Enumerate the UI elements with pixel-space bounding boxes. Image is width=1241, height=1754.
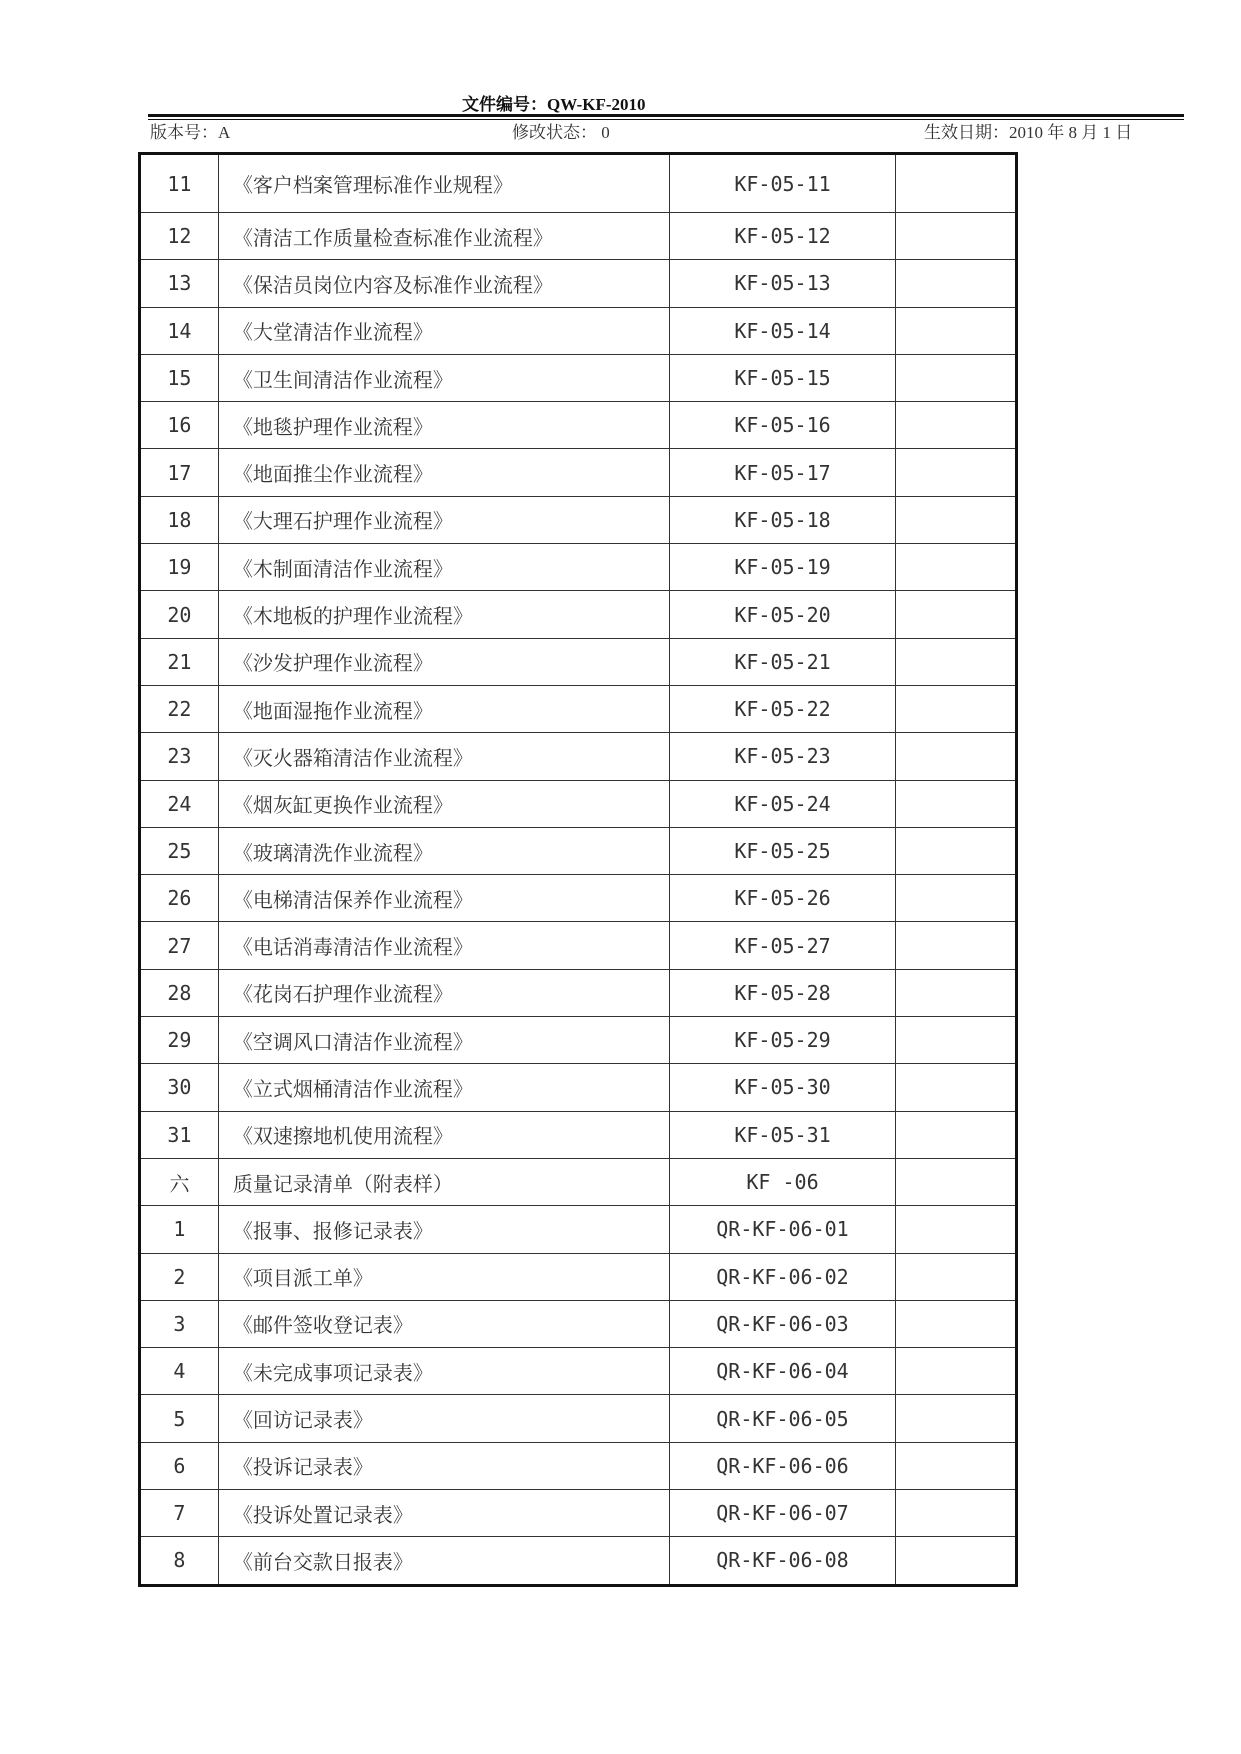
row-number: 19: [140, 544, 219, 591]
row-code: KF-05-12: [670, 213, 895, 260]
table-row: [140, 1111, 1017, 1158]
row-title: 质量记录清单（附表样）: [218, 1158, 670, 1205]
table-row: [140, 638, 1017, 685]
row-code: KF-05-23: [670, 733, 895, 780]
table-row: [140, 685, 1017, 732]
row-note: [895, 1442, 1017, 1489]
row-number: 16: [140, 402, 219, 449]
row-title: 《木制面清洁作业流程》: [218, 544, 670, 591]
row-title: 《电梯清洁保养作业流程》: [218, 875, 670, 922]
row-note: [895, 827, 1017, 874]
row-note: [895, 1253, 1017, 1300]
table-row: [140, 780, 1017, 827]
row-number: 26: [140, 875, 219, 922]
row-note: [895, 685, 1017, 732]
row-code: QR-KF-06-06: [670, 1442, 895, 1489]
row-number: 6: [140, 1442, 219, 1489]
table-row: [140, 213, 1017, 260]
document-number: 文件编号：QW-KF-2010: [462, 95, 646, 114]
effective-date: 生效日期：2010 年 8 月 1 日: [924, 123, 1133, 142]
row-code: KF-05-26: [670, 875, 895, 922]
table-row: [140, 260, 1017, 307]
row-note: [895, 969, 1017, 1016]
row-note: [895, 213, 1017, 260]
row-number: 23: [140, 733, 219, 780]
row-title: 《花岗石护理作业流程》: [218, 969, 670, 1016]
row-number: 18: [140, 496, 219, 543]
table-row: [140, 1300, 1017, 1347]
row-code: KF-05-11: [670, 154, 895, 213]
row-code: KF-05-29: [670, 1017, 895, 1064]
row-note: [895, 922, 1017, 969]
table-row: [140, 1537, 1017, 1585]
row-note: [895, 591, 1017, 638]
row-title: 《双速擦地机使用流程》: [218, 1111, 670, 1158]
row-code: KF-05-14: [670, 307, 895, 354]
row-title: 《投诉记录表》: [218, 1442, 670, 1489]
row-number: 14: [140, 307, 219, 354]
row-number: 2: [140, 1253, 219, 1300]
row-number: 29: [140, 1017, 219, 1064]
row-title: 《卫生间清洁作业流程》: [218, 354, 670, 401]
table-row: [140, 307, 1017, 354]
table-row: [140, 1017, 1017, 1064]
row-title: 《未完成事项记录表》: [218, 1348, 670, 1395]
row-code: KF-05-15: [670, 354, 895, 401]
table-row: [140, 733, 1017, 780]
row-code: KF-05-17: [670, 449, 895, 496]
row-code: KF-05-30: [670, 1064, 895, 1111]
row-note: [895, 402, 1017, 449]
row-title: 《报事、报修记录表》: [218, 1206, 670, 1253]
table-row: [140, 496, 1017, 543]
row-note: [895, 154, 1017, 213]
row-note: [895, 1537, 1017, 1585]
table-row: [140, 875, 1017, 922]
row-title: 《电话消毒清洁作业流程》: [218, 922, 670, 969]
row-code: KF -06: [670, 1158, 895, 1205]
row-number: 11: [140, 154, 219, 213]
row-note: [895, 875, 1017, 922]
row-note: [895, 780, 1017, 827]
document-list-table: [138, 152, 1018, 1587]
table-row: [140, 969, 1017, 1016]
row-note: [895, 496, 1017, 543]
row-title: 《玻璃清洗作业流程》: [218, 827, 670, 874]
version-label: 版本号：A: [150, 123, 231, 142]
row-number: 13: [140, 260, 219, 307]
row-title: 《空调风口清洁作业流程》: [218, 1017, 670, 1064]
row-note: [895, 1064, 1017, 1111]
row-code: KF-05-28: [670, 969, 895, 1016]
row-title: 《灭火器箱清洁作业流程》: [218, 733, 670, 780]
row-code: QR-KF-06-05: [670, 1395, 895, 1442]
row-code: KF-05-16: [670, 402, 895, 449]
row-code: KF-05-21: [670, 638, 895, 685]
row-title: 《沙发护理作业流程》: [218, 638, 670, 685]
header-rule: [148, 114, 1184, 117]
row-title: 《立式烟桶清洁作业流程》: [218, 1064, 670, 1111]
row-code: KF-05-18: [670, 496, 895, 543]
row-number: 3: [140, 1300, 219, 1347]
row-number: 24: [140, 780, 219, 827]
row-title: 《地面湿拖作业流程》: [218, 685, 670, 732]
table-row: [140, 449, 1017, 496]
table-row: [140, 827, 1017, 874]
table-row: [140, 1064, 1017, 1111]
row-note: [895, 260, 1017, 307]
row-title: 《前台交款日报表》: [218, 1537, 670, 1585]
row-code: KF-05-13: [670, 260, 895, 307]
row-number: 17: [140, 449, 219, 496]
row-title: 《地毯护理作业流程》: [218, 402, 670, 449]
row-title: 《大堂清洁作业流程》: [218, 307, 670, 354]
row-note: [895, 1017, 1017, 1064]
row-note: [895, 449, 1017, 496]
row-note: [895, 1348, 1017, 1395]
revision-status: 修改状态： 0: [512, 123, 610, 142]
row-code: QR-KF-06-04: [670, 1348, 895, 1395]
row-title: 《地面推尘作业流程》: [218, 449, 670, 496]
row-number: 20: [140, 591, 219, 638]
row-note: [895, 354, 1017, 401]
row-title: 《大理石护理作业流程》: [218, 496, 670, 543]
row-note: [895, 1395, 1017, 1442]
row-code: KF-05-22: [670, 685, 895, 732]
row-title: 《客户档案管理标准作业规程》: [218, 154, 670, 213]
table-row: [140, 1442, 1017, 1489]
row-note: [895, 638, 1017, 685]
row-code: QR-KF-06-07: [670, 1490, 895, 1537]
row-title: 《回访记录表》: [218, 1395, 670, 1442]
row-number: 8: [140, 1537, 219, 1585]
row-code: QR-KF-06-08: [670, 1537, 895, 1585]
row-note: [895, 733, 1017, 780]
row-number: 21: [140, 638, 219, 685]
table-row: [140, 1348, 1017, 1395]
row-number: 12: [140, 213, 219, 260]
row-title: 《投诉处置记录表》: [218, 1490, 670, 1537]
row-number: 22: [140, 685, 219, 732]
row-number: 15: [140, 354, 219, 401]
table-row: [140, 1253, 1017, 1300]
row-number: 1: [140, 1206, 219, 1253]
row-note: [895, 1206, 1017, 1253]
table-row: [140, 922, 1017, 969]
row-title: 《项目派工单》: [218, 1253, 670, 1300]
row-note: [895, 1158, 1017, 1205]
row-title: 《烟灰缸更换作业流程》: [218, 780, 670, 827]
table-row: [140, 1206, 1017, 1253]
row-note: [895, 1111, 1017, 1158]
row-note: [895, 544, 1017, 591]
row-note: [895, 307, 1017, 354]
table-row: [140, 1158, 1017, 1205]
table-row: [140, 354, 1017, 401]
row-number: 30: [140, 1064, 219, 1111]
row-number: 31: [140, 1111, 219, 1158]
row-number: 25: [140, 827, 219, 874]
row-code: QR-KF-06-02: [670, 1253, 895, 1300]
row-code: QR-KF-06-03: [670, 1300, 895, 1347]
row-code: QR-KF-06-01: [670, 1206, 895, 1253]
row-number: 28: [140, 969, 219, 1016]
row-number: 7: [140, 1490, 219, 1537]
row-title: 《清洁工作质量检查标准作业流程》: [218, 213, 670, 260]
table-row: [140, 402, 1017, 449]
row-note: [895, 1300, 1017, 1347]
row-code: KF-05-25: [670, 827, 895, 874]
row-title: 《保洁员岗位内容及标准作业流程》: [218, 260, 670, 307]
table-row: [140, 1395, 1017, 1442]
table-row: [140, 154, 1017, 213]
table-row: [140, 1490, 1017, 1537]
row-number: 六: [140, 1158, 219, 1205]
row-code: KF-05-27: [670, 922, 895, 969]
row-note: [895, 1490, 1017, 1537]
row-code: KF-05-24: [670, 780, 895, 827]
row-code: KF-05-20: [670, 591, 895, 638]
table-row: [140, 591, 1017, 638]
row-title: 《邮件签收登记表》: [218, 1300, 670, 1347]
row-code: KF-05-19: [670, 544, 895, 591]
row-number: 4: [140, 1348, 219, 1395]
row-number: 27: [140, 922, 219, 969]
row-code: KF-05-31: [670, 1111, 895, 1158]
row-title: 《木地板的护理作业流程》: [218, 591, 670, 638]
row-number: 5: [140, 1395, 219, 1442]
table-row: [140, 544, 1017, 591]
